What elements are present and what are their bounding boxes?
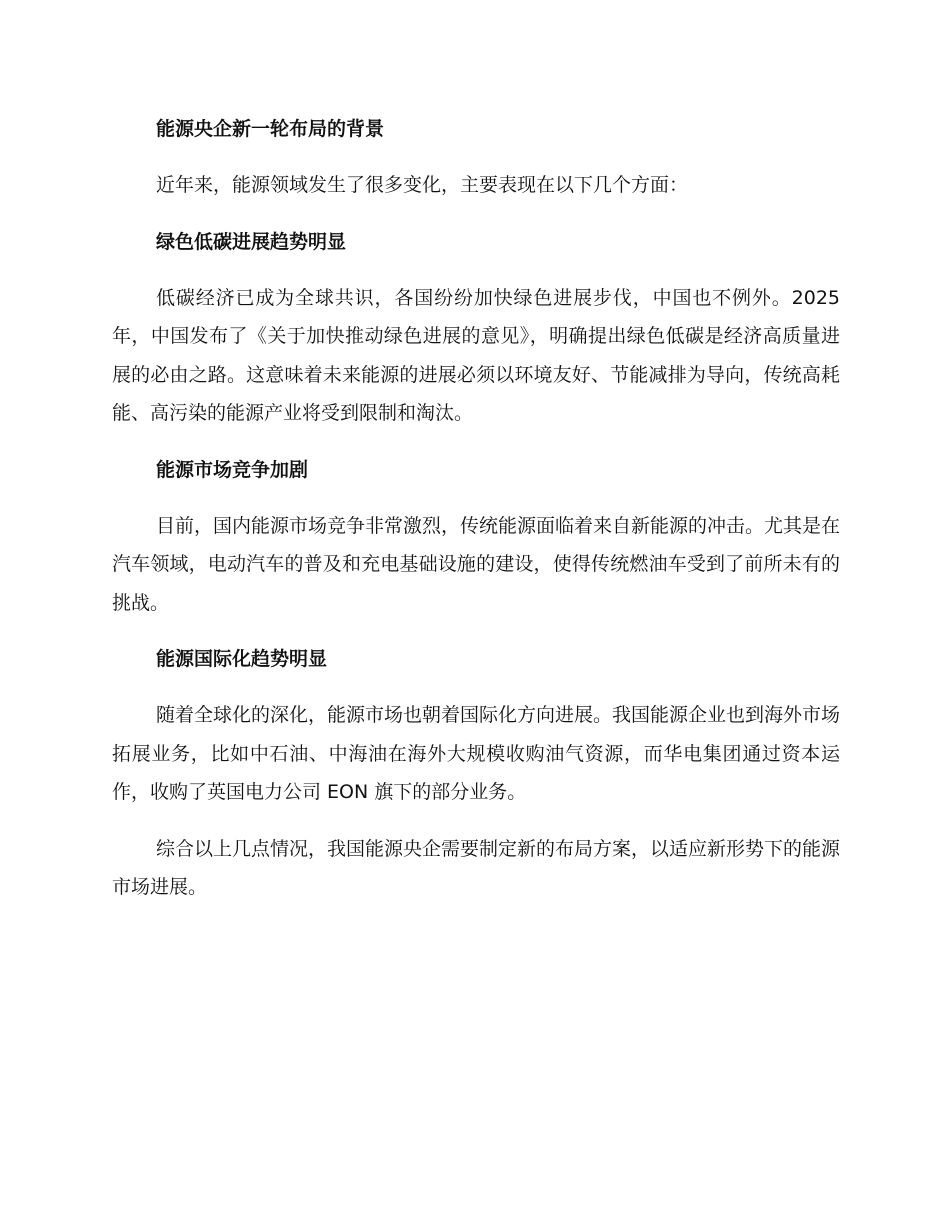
document-page <box>112 110 840 925</box>
paragraph-market-competition: 目前，国内能源市场竞争非常激烈，传统能源面临着来自新能源的冲击。尤其是在汽车领域，电动汽车的普及和充电基础设施的建设，使得传统燃油车受到了前所未有的挑战。 <box>112 514 841 614</box>
section-heading-green-low-carbon: 绿色低碳进展趋势明显 <box>156 230 347 253</box>
intro-paragraph: 近年来，能源领域发生了很多变化，主要表现在以下几个方面： <box>156 174 689 196</box>
paragraph-green-low-carbon: 低碳经济已成为全球共识，各国纷纷加快绿色进展步伐，中国也不例外。2025 年，中国发布了《关于加快推动绿色进展的意见》，明确提出绿色低碳是经济高质量进展的必由之路。这意味着未来能源的进展必须以环境友好、节能减排为导向，传统高耗能、高污染的能源产业将受到限制和淘汰。 <box>112 286 840 424</box>
section-heading-background: 能源央企新一轮布局的背景 <box>156 118 385 140</box>
paragraph-internationalization: 随着全球化的深化，能源市场也朝着国际化方向进展。我国能源企业也到海外市场拓展业务，比如中石油、中海油在海外大规模收购油气资源，而华电集团通过资本运作，收购了英国电力公司 EON 旗下的部分业务。 <box>112 704 841 803</box>
section-heading-market-competition: 能源市场竞争加剧 <box>156 458 309 481</box>
section-heading-internationalization: 能源国际化趋势明显 <box>156 648 328 670</box>
conclusion-paragraph: 综合以上几点情况，我国能源央企需要制定新的布局方案，以适应新形势下的能源市场进展。 <box>112 837 841 898</box>
